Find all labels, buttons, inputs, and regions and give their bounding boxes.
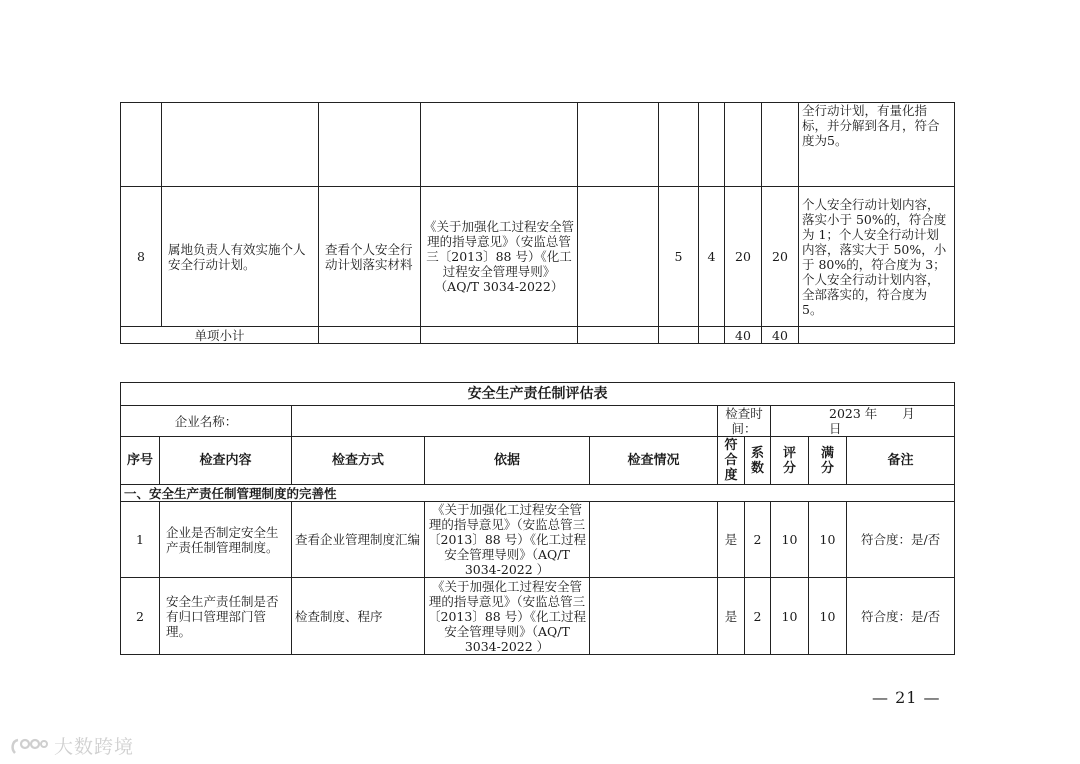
check-content: 安全生产责任制是否有归口管理部门管理。 (160, 578, 292, 655)
column-header: 检查情况 (590, 437, 718, 485)
check-method: 查看个人安全行动计划落实材料 (319, 187, 421, 327)
check-time-value: 2023 年 月 日 (771, 406, 955, 437)
coefficient-value: 4 (699, 187, 725, 327)
conformity-value: 是 (718, 578, 745, 655)
company-name-label: 企业名称： (121, 406, 292, 437)
check-situation (590, 578, 718, 655)
column-header: 备注 (847, 437, 955, 485)
check-basis: 《关于加强化工过程安全管理的指导意见》（安监总管三〔2013〕88 号）《化工过程安全管理导则》（AQ/T 3034-2022 ） (425, 578, 590, 655)
section-row (121, 485, 955, 502)
conformity-value: 5 (659, 187, 699, 327)
responsibility-assessment-table (120, 382, 955, 655)
check-content: 属地负责人有效实施个人安全行动计划。 (162, 187, 319, 327)
row-number: 2 (121, 578, 160, 655)
column-header: 满分 (809, 437, 847, 485)
header-row (121, 437, 955, 485)
full-score-value: 10 (809, 578, 847, 655)
check-situation (578, 187, 659, 327)
watermark-text: 大数跨境 (54, 736, 135, 758)
remark-cell: 符合度：是/否 (847, 502, 955, 578)
table-row (121, 103, 955, 187)
remark-cell: 全行动计划，有量化指标，并分解到各月，符合度为5。 (799, 103, 955, 187)
score-value: 10 (771, 502, 809, 578)
table-title: 安全生产责任制评估表 (121, 383, 955, 406)
check-basis: 《关于加强化工过程安全管理的指导意见》（安监总管三〔2013〕88 号）《化工过程安全管理导则》（AQ/T 3034-2022） (421, 187, 578, 327)
watermark-logo-icon (10, 735, 48, 757)
column-header: 符合度 (718, 437, 745, 485)
remark-cell: 个人安全行动计划内容，落实小于 50%的，符合度为 1；个人安全行动计划内容，落实大于 50%，小于 80%的，符合度为 3；个人安全行动计划内容，全部落实的，符合度为 5。 (799, 187, 955, 327)
subtotal-label: 单项小计 (121, 327, 319, 344)
remark-cell: 符合度：是/否 (847, 578, 955, 655)
row-number: 1 (121, 502, 160, 578)
info-row (121, 406, 955, 437)
check-method: 查看企业管理制度汇编 (292, 502, 425, 578)
column-header: 序号 (121, 437, 160, 485)
full-score-value: 10 (809, 502, 847, 578)
subtotal-full: 40 (762, 327, 799, 344)
subtotal-score: 40 (725, 327, 762, 344)
section-heading: 一、安全生产责任制管理制度的完善性 (121, 485, 955, 502)
table-row (121, 502, 955, 578)
check-content: 企业是否制定安全生产责任制管理制度。 (160, 502, 292, 578)
conformity-value: 是 (718, 502, 745, 578)
table-row (121, 187, 955, 327)
score-value: 10 (771, 578, 809, 655)
check-basis: 《关于加强化工过程安全管理的指导意见》（安监总管三〔2013〕88 号）《化工过程安全管理导则》（AQ/T 3034-2022 ） (425, 502, 590, 578)
subtotal-row (121, 327, 955, 344)
score-value: 20 (725, 187, 762, 327)
coefficient-value: 2 (745, 578, 771, 655)
column-header: 检查内容 (160, 437, 292, 485)
company-name-value (292, 406, 718, 437)
full-score-value: 20 (762, 187, 799, 327)
watermark (10, 732, 134, 759)
title-row (121, 383, 955, 406)
check-situation (590, 502, 718, 578)
column-header: 评分 (771, 437, 809, 485)
page-number: — 21 — (872, 688, 941, 707)
coefficient-value: 2 (745, 502, 771, 578)
previous-assessment-table (120, 102, 955, 344)
column-header: 依据 (425, 437, 590, 485)
column-header: 系数 (745, 437, 771, 485)
row-number: 8 (121, 187, 162, 327)
table-row (121, 578, 955, 655)
check-method: 检查制度、程序 (292, 578, 425, 655)
column-header: 检查方式 (292, 437, 425, 485)
check-time-label: 检查时间： (718, 406, 771, 437)
